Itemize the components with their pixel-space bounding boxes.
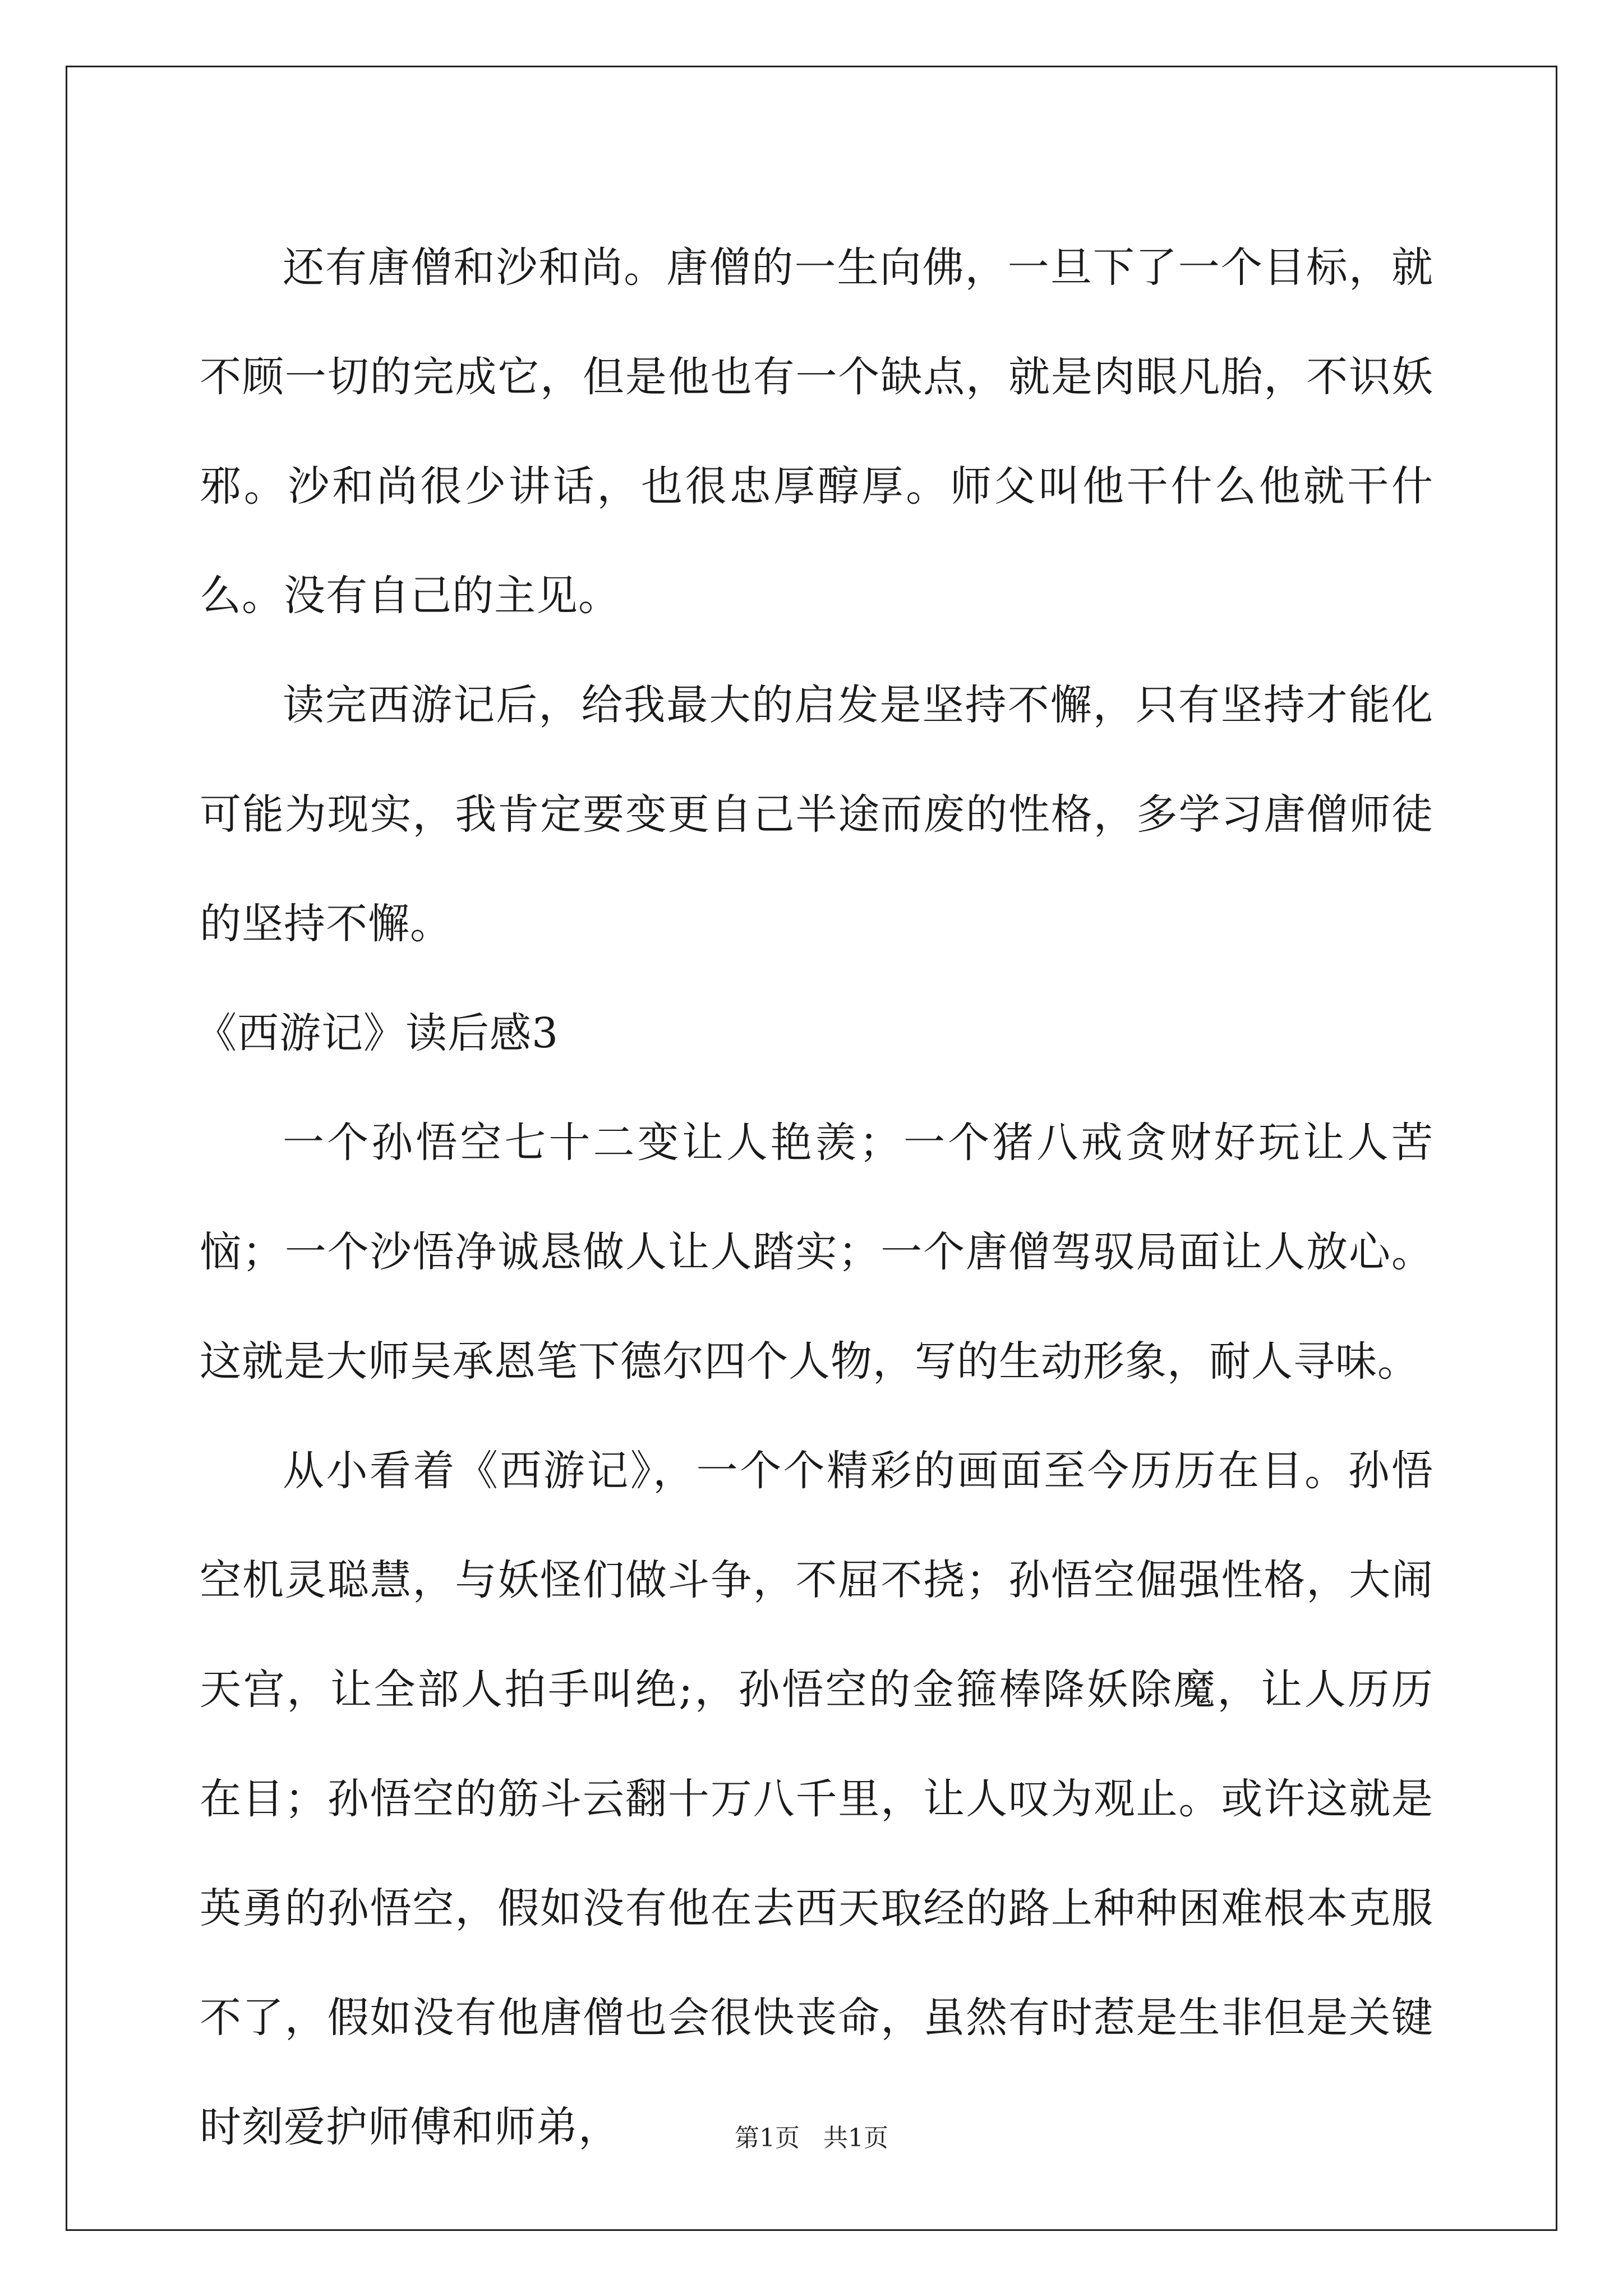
page-number: 第1页	[735, 2124, 800, 2152]
paragraph-4: 从小看着《西游记》，一个个精彩的画面至今历历在目。孙悟空机灵聪慧，与妖怪们做斗争，不屈不挠；孙悟空倔强性格，大闹天宫，让全部人拍手叫绝;，孙悟空的金箍棒降妖除魔，让人历历在目；孙悟空的筋斗云翻十万八千里，让人叹为观止。或许这就是英勇的孙悟空，假如没有他在去西天取经的路上种种困难根本克服不了，假如没有他唐僧也会很快丧命，虽然有时惹是生非但是关键时刻爱护师傅和师弟，	[200, 1447, 1433, 2151]
paragraph-1: 还有唐僧和沙和尚。唐僧的一生向佛，一旦下了一个目标，就不顾一切的完成它，但是他也有一个缺点，就是肉眼凡胎，不识妖邪。沙和尚很少讲话，也很忠厚醇厚。师父叫他干什么他就干什么。没有自己的主见。	[200, 243, 1433, 620]
document-body	[195, 213, 1433, 2182]
section-heading: 《西游记》读后感3	[195, 1009, 559, 1057]
page-total: 共1页	[823, 2124, 888, 2152]
paragraph-2: 读完西游记后，给我最大的启发是坚持不懈，只有坚持才能化可能为现实，我肯定要变更自己半途而废的性格，多学习唐僧师徒的坚持不懈。	[200, 681, 1433, 948]
page-footer	[0, 2118, 1623, 2154]
paragraph-3: 一个孙悟空七十二变让人艳羡；一个猪八戒贪财好玩让人苦恼；一个沙悟净诚恳做人让人踏实；一个唐僧驾驭局面让人放心。这就是大师吴承恩笔下德尔四个人物，写的生动形象，耐人寻味。	[200, 1119, 1433, 1386]
